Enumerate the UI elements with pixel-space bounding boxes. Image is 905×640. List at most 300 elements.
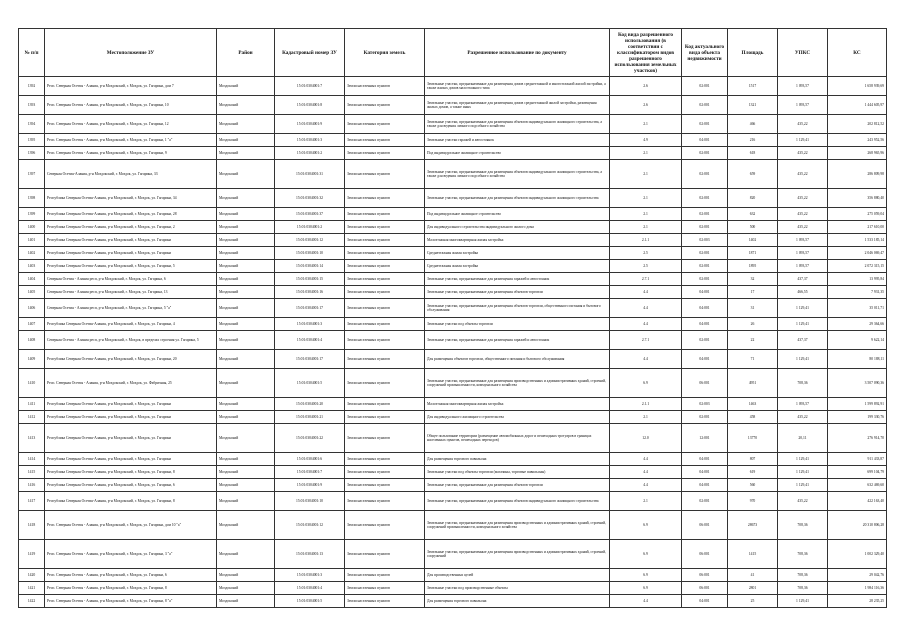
land-plots-table [18, 28, 887, 608]
cadastral-number-cell: 15:01:0304001:4 [275, 582, 345, 595]
location-cell: Респ. Северная Осетия - Алания, р-н Моздокский, г. Моздок, ул. Гагарина, дом 10 "а" [45, 511, 217, 540]
ks-cell: 7 931,35 [828, 286, 887, 299]
upks-cell: 1 129,41 [778, 479, 828, 492]
table-row [19, 286, 887, 299]
permitted-use-cell: Земельные участки под объекты торговли [425, 318, 610, 331]
cadastral-number-cell: 15:01:0304001:9 [275, 479, 345, 492]
upks-cell: 708,36 [778, 569, 828, 582]
object-type-code-cell: 02:001 [682, 147, 728, 160]
location-cell: Респ. Северная Осетия - Алания, р-н Моздокский, г. Моздок, ул. Гагарина, 1 "а" [45, 134, 217, 147]
area-cell: 560 [728, 479, 778, 492]
land-category-cell: Земли населенных пунктов [345, 411, 425, 424]
upks-cell: 1 129,41 [778, 595, 828, 608]
area-cell: 466 [728, 115, 778, 134]
area-cell: 22 [728, 331, 778, 350]
object-type-code-cell: 04:001 [682, 299, 728, 318]
table-row [19, 479, 887, 492]
ks-cell: 268 965,96 [828, 147, 887, 160]
ks-cell: 1 599 892,91 [828, 398, 887, 411]
permitted-use-cell: Земельные участки, предназначенные для размещения домов среднеэтажной жилой застройки, размещения жилых домов, а также иных [425, 96, 610, 115]
district-cell: Моздокский [217, 208, 275, 221]
ks-cell: 632 469,60 [828, 479, 887, 492]
header-ks: КС [828, 29, 887, 77]
cadastral-number-cell: 15:01:0304001:3 [275, 569, 345, 582]
permitted-use-cell: Земельные участки, предназначенные для размещения объектов индивидуального жилищного строительства [425, 492, 610, 511]
area-cell: 619 [728, 466, 778, 479]
ks-cell: 276 914,70 [828, 424, 887, 453]
upks-cell: 435,22 [778, 411, 828, 424]
land-category-cell: Земли населенных пунктов [345, 350, 425, 369]
area-cell: 618 [728, 147, 778, 160]
cadastral-number-cell: 15:01:0304001:22 [275, 424, 345, 453]
land-category-cell: Земли населенных пунктов [345, 466, 425, 479]
table-row [19, 511, 887, 540]
permitted-use-cell: Малоэтажная многоквартирная жилая застройка [425, 398, 610, 411]
location-cell: Республика Северная Осетия-Алания, р-н Моздокский, г. Моздок, ул. Гагарина [45, 411, 217, 424]
permitted-use-cell: Среднеэтажная жилая застройка [425, 260, 610, 273]
row-number-cell: 1413 [19, 424, 45, 453]
location-cell: Республика Северная Осетия-Алания, р-н Моздокский, г. Моздок, ул. Гагарина, 8 [45, 492, 217, 511]
land-category-cell: Земли населенных пунктов [345, 595, 425, 608]
upks-cell: 1 129,41 [778, 350, 828, 369]
use-code-cell: 6.9 [610, 569, 682, 582]
table-row [19, 582, 887, 595]
header-object-type-code: Код актуального вида объекта недвижимости [682, 29, 728, 77]
table-row [19, 189, 887, 208]
use-code-cell: 2.7.1 [610, 273, 682, 286]
cadastral-number-cell: 15:01:0304001:16 [275, 286, 345, 299]
use-code-cell: 4.4 [610, 318, 682, 331]
object-type-code-cell: 04:001 [682, 350, 728, 369]
location-cell: Республика Северная Осетия-Алания, р-н Моздокский, г. Моздок, ул. Гагарина, 6 [45, 479, 217, 492]
area-cell: 28673 [728, 511, 778, 540]
cadastral-number-cell: 15:01:0304001:5 [275, 369, 345, 398]
use-code-cell: 12.0 [610, 424, 682, 453]
cadastral-number-cell: 15:01:0304001:2 [275, 147, 345, 160]
object-type-code-cell: 02:001 [682, 115, 728, 134]
location-cell: Северная Осетия - Алания респ, р-н Моздокский, г. Моздок, ул. Гагарина, 13 [45, 286, 217, 299]
use-code-cell: 6.9 [610, 582, 682, 595]
cadastral-number-cell: 15:01:0304001:5 [275, 595, 345, 608]
table-row [19, 369, 887, 398]
use-code-cell: 4.4 [610, 299, 682, 318]
area-cell: 632 [728, 208, 778, 221]
area-cell: 17 [728, 286, 778, 299]
district-cell: Моздокский [217, 160, 275, 189]
table-row [19, 77, 887, 96]
area-cell: 41 [728, 569, 778, 582]
area-cell: 31 [728, 299, 778, 318]
permitted-use-cell: Под индивидуальное жилищное строительство [425, 208, 610, 221]
upks-cell: 1 093,57 [778, 260, 828, 273]
row-number-cell: 1416 [19, 479, 45, 492]
ks-cell: 35 011,71 [828, 299, 887, 318]
ks-cell: 1 984 116,36 [828, 582, 887, 595]
area-cell: 500 [728, 221, 778, 234]
permitted-use-cell: Земельные участки, предназначенные для размещения объектов индивидуального жилищного строительства, а также для ведения личного подсобного хозяйства [425, 115, 610, 134]
ks-cell: 1 533 185,14 [828, 234, 887, 247]
use-code-cell: 6.9 [610, 540, 682, 569]
area-cell: 2801 [728, 582, 778, 595]
object-type-code-cell: 06:001 [682, 582, 728, 595]
district-cell: Моздокский [217, 350, 275, 369]
location-cell: Республика Северная Осетия-Алания, р-н Моздокский, г. Моздок, ул. Гагарина, 20 [45, 350, 217, 369]
location-cell: Северная Осетия - Алания респ, р-н Моздокский, г. Моздок, ул. Гагарина, 5 "а" [45, 299, 217, 318]
table-row [19, 234, 887, 247]
district-cell: Моздокский [217, 299, 275, 318]
district-cell: Моздокский [217, 424, 275, 453]
row-number-cell: 1414 [19, 453, 45, 466]
area-cell: 659 [728, 160, 778, 189]
cadastral-number-cell: 15:01:0304001:14 [275, 260, 345, 273]
upks-cell: 466,55 [778, 286, 828, 299]
area-cell: 1517 [728, 77, 778, 96]
object-type-code-cell: 02:001 [682, 96, 728, 115]
district-cell: Моздокский [217, 273, 275, 286]
cadastral-number-cell: 15:01:0304001:3 [275, 134, 345, 147]
upks-cell: 1 093,57 [778, 234, 828, 247]
district-cell: Моздокский [217, 96, 275, 115]
header-permitted-use: Разрешенное использование по документу [425, 29, 610, 77]
district-cell: Моздокский [217, 453, 275, 466]
land-category-cell: Земли населенных пунктов [345, 582, 425, 595]
upks-cell: 1 093,57 [778, 77, 828, 96]
row-number-cell: 1418 [19, 511, 45, 540]
row-number-cell: 1395 [19, 134, 45, 147]
land-category-cell: Земли населенных пунктов [345, 234, 425, 247]
row-number-cell: 1421 [19, 582, 45, 595]
area-cell: 458 [728, 411, 778, 424]
permitted-use-cell: Малоэтажная многоквартирная жилая застройка [425, 234, 610, 247]
object-type-code-cell: 02:001 [682, 260, 728, 273]
upks-cell: 437,37 [778, 273, 828, 286]
table-row [19, 331, 887, 350]
ks-cell: 1 658 939,69 [828, 77, 887, 96]
header-land-category: Категория земель [345, 29, 425, 77]
location-cell: Респ. Северная Осетия - Алания, р-н Моздокский, г. Моздок, ул. Гагарина, 3 "а" [45, 540, 217, 569]
row-number-cell: 1405 [19, 286, 45, 299]
district-cell: Моздокский [217, 247, 275, 260]
object-type-code-cell: 04:001 [682, 286, 728, 299]
row-number-cell: 1412 [19, 411, 45, 424]
use-code-cell: 2.6 [610, 96, 682, 115]
district-cell: Моздокский [217, 234, 275, 247]
table-row [19, 160, 887, 189]
ks-cell: 2 046 069,47 [828, 247, 887, 260]
table-row [19, 260, 887, 273]
row-number-cell: 1397 [19, 160, 45, 189]
use-code-cell: 2.1 [610, 160, 682, 189]
table-row [19, 221, 887, 234]
land-category-cell: Земли населенных пунктов [345, 479, 425, 492]
district-cell: Моздокский [217, 466, 275, 479]
object-type-code-cell: 02:001 [682, 160, 728, 189]
header-cadastral-number: Кадастровый номер ЗУ [275, 29, 345, 77]
table-row [19, 569, 887, 582]
district-cell: Моздокский [217, 189, 275, 208]
district-cell: Моздокский [217, 582, 275, 595]
cadastral-number-cell: 15:01:0304001:6 [275, 453, 345, 466]
area-cell: 25 [728, 595, 778, 608]
use-code-cell: 2.1 [610, 147, 682, 160]
location-cell: Республика Северная Осетия-Алания, р-н Моздокский, г. Моздок, ул. Гагарина, 28 [45, 208, 217, 221]
area-cell: 32 [728, 273, 778, 286]
permitted-use-cell: Земельные участки, предназначенные для размещения объектов торговли [425, 479, 610, 492]
permitted-use-cell: Земельные участки, предназначенные для размещения производственных и административных зданий, строений, сооружений промышленности, коммунального хозяйства [425, 511, 610, 540]
cadastral-number-cell: 15:01:0304001:12 [275, 234, 345, 247]
ks-cell: 28 235,25 [828, 595, 887, 608]
row-number-cell: 1402 [19, 247, 45, 260]
ks-cell: 217 610,00 [828, 221, 887, 234]
cadastral-number-cell: 15:01:0304001:7 [275, 466, 345, 479]
cadastral-number-cell: 15:01:0304001:17 [275, 350, 345, 369]
ks-cell: 1 002 329,40 [828, 540, 887, 569]
land-category-cell: Земли населенных пунктов [345, 398, 425, 411]
upks-cell: 435,22 [778, 492, 828, 511]
upks-cell: 437,37 [778, 331, 828, 350]
land-category-cell: Земли населенных пунктов [345, 424, 425, 453]
object-type-code-cell: 02:001 [682, 208, 728, 221]
upks-cell: 708,36 [778, 511, 828, 540]
cadastral-number-cell: 15:01:0304001:3 [275, 318, 345, 331]
row-number-cell: 1406 [19, 299, 45, 318]
table-row [19, 350, 887, 369]
row-number-cell: 1419 [19, 540, 45, 569]
table-row [19, 492, 887, 511]
object-type-code-cell: 04:001 [682, 595, 728, 608]
object-type-code-cell: 02:001 [682, 189, 728, 208]
area-cell: 26 [728, 318, 778, 331]
table-row [19, 453, 887, 466]
cadastral-number-cell: 15:01:0304001:7 [275, 77, 345, 96]
district-cell: Моздокский [217, 369, 275, 398]
land-category-cell: Земли населенных пунктов [345, 453, 425, 466]
location-cell: Северная Осетия - Алания респ, р-н Моздокский, г. Моздок, ул. Гагарина, 6 [45, 273, 217, 286]
ks-cell: 356 880,40 [828, 189, 887, 208]
area-cell: 4951 [728, 369, 778, 398]
district-cell: Моздокский [217, 492, 275, 511]
cadastral-number-cell: 15:01:0304001:13 [275, 540, 345, 569]
permitted-use-cell: Для производственных целей [425, 569, 610, 582]
area-cell: 216 [728, 134, 778, 147]
row-number-cell: 1410 [19, 369, 45, 398]
land-category-cell: Земли населенных пунктов [345, 511, 425, 540]
row-number-cell: 1396 [19, 147, 45, 160]
header-number: № п/п [19, 29, 45, 77]
land-category-cell: Земли населенных пунктов [345, 134, 425, 147]
use-code-cell: 4.4 [610, 595, 682, 608]
location-cell: Республика Северная Осетия-Алания, р-н Моздокский, г. Моздок, ул. Гагарина, 4 [45, 318, 217, 331]
area-cell: 807 [728, 453, 778, 466]
area-cell: 970 [728, 492, 778, 511]
upks-cell: 435,22 [778, 160, 828, 189]
cadastral-number-cell: 15:01:0304001:8 [275, 96, 345, 115]
area-cell: 13770 [728, 424, 778, 453]
location-cell: Республика Северная Осетия-Алания, р-н Моздокский, г. Моздок, ул. Гагарина, 5 [45, 260, 217, 273]
cadastral-number-cell: 15:01:0304001:9 [275, 115, 345, 134]
use-code-cell: 2.1.1 [610, 398, 682, 411]
ks-cell: 699 104,79 [828, 466, 887, 479]
upks-cell: 708,36 [778, 369, 828, 398]
permitted-use-cell: Земельные участки, предназначенные для размещения объектов торговли [425, 286, 610, 299]
area-cell: 71 [728, 350, 778, 369]
ks-cell: 422 163,40 [828, 492, 887, 511]
table-row [19, 398, 887, 411]
object-type-code-cell: 02:001 [682, 77, 728, 96]
ks-cell: 275 059,04 [828, 208, 887, 221]
header-upks: УПКС [778, 29, 828, 77]
cadastral-number-cell: 15:01:0304001:17 [275, 299, 345, 318]
location-cell: Респ. Северная Осетия - Алания, р-н Моздокский, г. Моздок, ул. Фабричная, 25 [45, 369, 217, 398]
district-cell: Моздокский [217, 595, 275, 608]
table-row [19, 134, 887, 147]
object-type-code-cell: 04:001 [682, 479, 728, 492]
header-area: Площадь [728, 29, 778, 77]
row-number-cell: 1409 [19, 350, 45, 369]
use-code-cell: 2.1 [610, 221, 682, 234]
table-row [19, 424, 887, 453]
district-cell: Моздокский [217, 147, 275, 160]
ks-cell: 911 433,87 [828, 453, 887, 466]
object-type-code-cell: 02:001 [682, 273, 728, 286]
row-number-cell: 1422 [19, 595, 45, 608]
object-type-code-cell: 02:001 [682, 247, 728, 260]
district-cell: Моздокский [217, 411, 275, 424]
table-row [19, 411, 887, 424]
header-row [19, 29, 887, 77]
permitted-use-cell: Для размещения торгового павильона [425, 453, 610, 466]
upks-cell: 1 093,57 [778, 398, 828, 411]
cadastral-number-cell: 15:01:0304001:10 [275, 247, 345, 260]
land-category-cell: Земли населенных пунктов [345, 286, 425, 299]
upks-cell: 1 129,41 [778, 466, 828, 479]
use-code-cell: 4.4 [610, 350, 682, 369]
header-use-code: Код вида разрешенного использования (в соответствии с классификатором видов разрешенного использования земельных участков) [610, 29, 682, 77]
row-number-cell: 1398 [19, 189, 45, 208]
district-cell: Моздокский [217, 479, 275, 492]
ks-cell: 9 622,14 [828, 331, 887, 350]
use-code-cell: 2.1 [610, 411, 682, 424]
ks-cell: 13 995,84 [828, 273, 887, 286]
permitted-use-cell: Среднеэтажная жилая застройка [425, 247, 610, 260]
land-category-cell: Земли населенных пунктов [345, 260, 425, 273]
cadastral-number-cell: 15:01:0304001:37 [275, 208, 345, 221]
cadastral-number-cell: 15:01:0304001:31 [275, 160, 345, 189]
location-cell: Республика Северная Осетия-Алания, р-н Моздокский, г. Моздок, ул. Гагарина [45, 247, 217, 260]
permitted-use-cell: Земельные участки гаражей и автостоянок [425, 134, 610, 147]
permitted-use-cell: Земельные участки, предназначенные для размещения производственных и административных зданий, строений, сооружений промышленности, коммунального хозяйства [425, 369, 610, 398]
use-code-cell: 4.4 [610, 286, 682, 299]
ks-cell: 243 952,56 [828, 134, 887, 147]
land-category-cell: Земли населенных пунктов [345, 369, 425, 398]
permitted-use-cell: Земельные участки, предназначенные для размещения домов среднеэтажной и многоэтажной жилой застройки, а также жилых домов малоэтажного типа [425, 77, 610, 96]
location-cell: Республика Северная Осетия-Алания, р-н Моздокский, г. Моздок, ул. Гагарина [45, 234, 217, 247]
permitted-use-cell: Общее пользование территории (размещение автомобильных дорог и пешеходных тротуаров в границах населенных пунктов, пешеходных переходов) [425, 424, 610, 453]
area-cell: 820 [728, 189, 778, 208]
land-category-cell: Земли населенных пунктов [345, 208, 425, 221]
object-type-code-cell: 02:003 [682, 398, 728, 411]
table-row [19, 208, 887, 221]
upks-cell: 435,22 [778, 147, 828, 160]
use-code-cell: 4.4 [610, 479, 682, 492]
object-type-code-cell: 12:001 [682, 424, 728, 453]
ks-cell: 29 042,76 [828, 569, 887, 582]
table-row [19, 147, 887, 160]
district-cell: Моздокский [217, 331, 275, 350]
use-code-cell: 2.1.1 [610, 234, 682, 247]
use-code-cell: 2.5 [610, 260, 682, 273]
location-cell: Северная Осетия-Алания, р-н Моздокский, г. Моздок, ул. Гагарина, 33 [45, 160, 217, 189]
permitted-use-cell: Для индивидуального строительства индивидуального жилого дома [425, 221, 610, 234]
district-cell: Моздокский [217, 115, 275, 134]
cadastral-number-cell: 15:01:0304001:32 [275, 189, 345, 208]
district-cell: Моздокский [217, 540, 275, 569]
area-cell: 1402 [728, 234, 778, 247]
area-cell: 1895 [728, 260, 778, 273]
location-cell: Республика Северная Осетия-Алания, р-н Моздокский, г. Моздок, ул. Гагарина [45, 453, 217, 466]
row-number-cell: 1408 [19, 331, 45, 350]
upks-cell: 435,22 [778, 189, 828, 208]
permitted-use-cell: Земельные участки, предназначенные для размещения гаражей и автостоянок [425, 331, 610, 350]
use-code-cell: 6.9 [610, 511, 682, 540]
row-number-cell: 1394 [19, 115, 45, 134]
district-cell: Моздокский [217, 318, 275, 331]
land-category-cell: Земли населенных пунктов [345, 540, 425, 569]
upks-cell: 20,11 [778, 424, 828, 453]
location-cell: Республика Северная Осетия-Алания, р-н Моздокский, г. Моздок, ул. Гагарина [45, 398, 217, 411]
land-category-cell: Земли населенных пунктов [345, 221, 425, 234]
location-cell: Респ. Северная Осетия - Алания, р-н Моздокский, г. Моздок, ул. Гагарина, 9 [45, 147, 217, 160]
location-cell: Республика Северная Осетия-Алания, р-н Моздокский, г. Моздок, ул. Гагарина, 34 [45, 189, 217, 208]
permitted-use-cell: Земельные участки, предназначенные для размещения объектов торговли, общественного питания и бытового обслуживания [425, 299, 610, 318]
district-cell: Моздокский [217, 569, 275, 582]
object-type-code-cell: 06:001 [682, 540, 728, 569]
row-number-cell: 1404 [19, 273, 45, 286]
header-location: Местоположение ЗУ [45, 29, 217, 77]
use-code-cell: 2.7.1 [610, 331, 682, 350]
ks-cell: 199 330,76 [828, 411, 887, 424]
ks-cell: 286 809,98 [828, 160, 887, 189]
upks-cell: 1 093,57 [778, 247, 828, 260]
upks-cell: 708,36 [778, 582, 828, 595]
table-body [19, 77, 887, 608]
object-type-code-cell: 02:001 [682, 331, 728, 350]
cadastral-number-cell: 15:01:0304001:15 [275, 273, 345, 286]
land-category-cell: Земли населенных пунктов [345, 115, 425, 134]
permitted-use-cell: Земельные участки, предназначенные для размещения гаражей и автостоянок [425, 273, 610, 286]
permitted-use-cell: Земельные участки, предназначенные для размещения производственных и административных зданий, строений, сооружений [425, 540, 610, 569]
row-number-cell: 1407 [19, 318, 45, 331]
upks-cell: 708,36 [778, 540, 828, 569]
district-cell: Моздокский [217, 221, 275, 234]
district-cell: Моздокский [217, 398, 275, 411]
area-cell: 1871 [728, 247, 778, 260]
area-cell: 1415 [728, 540, 778, 569]
object-type-code-cell: 06:001 [682, 511, 728, 540]
permitted-use-cell: Под индивидуальное жилищное строительство [425, 147, 610, 160]
row-number-cell: 1399 [19, 208, 45, 221]
object-type-code-cell: 04:001 [682, 134, 728, 147]
object-type-code-cell: 02:001 [682, 411, 728, 424]
location-cell: Респ. Северная Осетия - Алания, р-н Моздокский, г. Моздок, ул. Гагарина, дом 7 [45, 77, 217, 96]
table-row [19, 273, 887, 286]
use-code-cell: 4.4 [610, 466, 682, 479]
area-cell: 1463 [728, 398, 778, 411]
location-cell: Республика Северная Осетия-Алания, р-н Моздокский, г. Моздок, ул. Гагарина [45, 424, 217, 453]
permitted-use-cell: Земельные участки, предназначенные для размещения объектов индивидуального жилищного строительства, а также для ведения личного подсобного хозяйства [425, 160, 610, 189]
use-code-cell: 6.9 [610, 369, 682, 398]
land-category-cell: Земли населенных пунктов [345, 160, 425, 189]
